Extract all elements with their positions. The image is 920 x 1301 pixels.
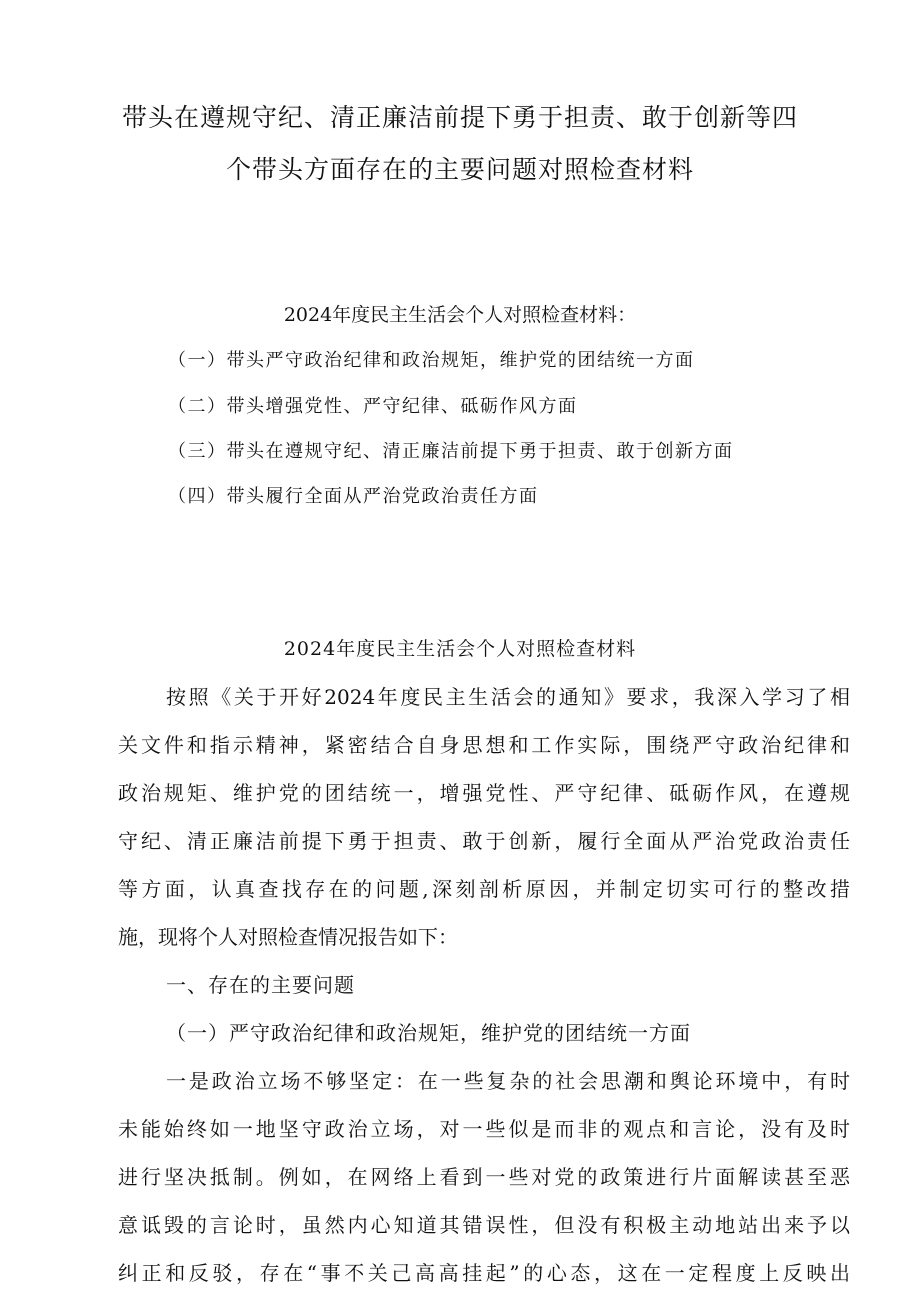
paragraph-line: 进行坚决抵制。例如，在网络上看到一些对党的政策进行片面解读甚至恶 — [118, 1165, 850, 1189]
section-heading: 2024年度民主生活会个人对照检查材料 — [283, 638, 637, 660]
paragraph-line: 未能始终如一地坚守政治立场，对一些似是而非的观点和言论，没有及时 — [118, 1117, 850, 1141]
paragraph-line: 关文件和指示精神，紧密结合自身思想和工作实际，围绕严守政治纪律和 — [118, 733, 850, 757]
paragraph-line: 纠正和反驳，存在“事不关己高高挂起”的心态，这在一定程度上反映出 — [118, 1261, 850, 1285]
toc-item: （三）带头在遵规守纪、清正廉洁前提下勇于担责、敢于创新方面 — [168, 441, 734, 462]
toc-heading: 2024年度民主生活会个人对照检查材料： — [283, 304, 637, 326]
paragraph-line: 等方面，认真查找存在的问题,深刻剖析原因，并制定切实可行的整改措 — [118, 877, 850, 901]
toc-item: （一）带头严守政治纪律和政治规矩，维护党的团结统一方面 — [168, 350, 695, 371]
section-title: 一、存在的主要问题 — [166, 973, 355, 997]
paragraph-line: 政治规矩、维护党的团结统一，增强党性、严守纪律、砥砺作风，在遵规 — [118, 781, 850, 805]
subsection-title: （一）严守政治纪律和政治规矩，维护党的团结统一方面 — [166, 1021, 691, 1045]
toc-item: （四）带头履行全面从严治党政治责任方面 — [168, 486, 539, 507]
document-title-line-1: 带头在遵规守纪、清正廉洁前提下勇于担责、敢于创新等四 — [121, 103, 798, 132]
toc-item: （二）带头增强党性、严守纪律、砥砺作风方面 — [168, 396, 578, 417]
paragraph-line: 守纪、清正廉洁前提下勇于担责、敢于创新，履行全面从严治党政治责任 — [118, 829, 850, 853]
document-title-line-2: 个带头方面存在的主要问题对照检查材料 — [225, 155, 694, 184]
paragraph-line: 按照《关于开好2024年度民主生活会的通知》要求，我深入学习了相 — [166, 685, 850, 709]
paragraph-line: 意诋毁的言论时，虽然内心知道其错误性，但没有积极主动地站出来予以 — [118, 1213, 850, 1237]
paragraph-line: 一是政治立场不够坚定：在一些复杂的社会思潮和舆论环境中，有时 — [166, 1069, 850, 1093]
paragraph-line: 施，现将个人对照检查情况报告如下： — [118, 925, 458, 949]
